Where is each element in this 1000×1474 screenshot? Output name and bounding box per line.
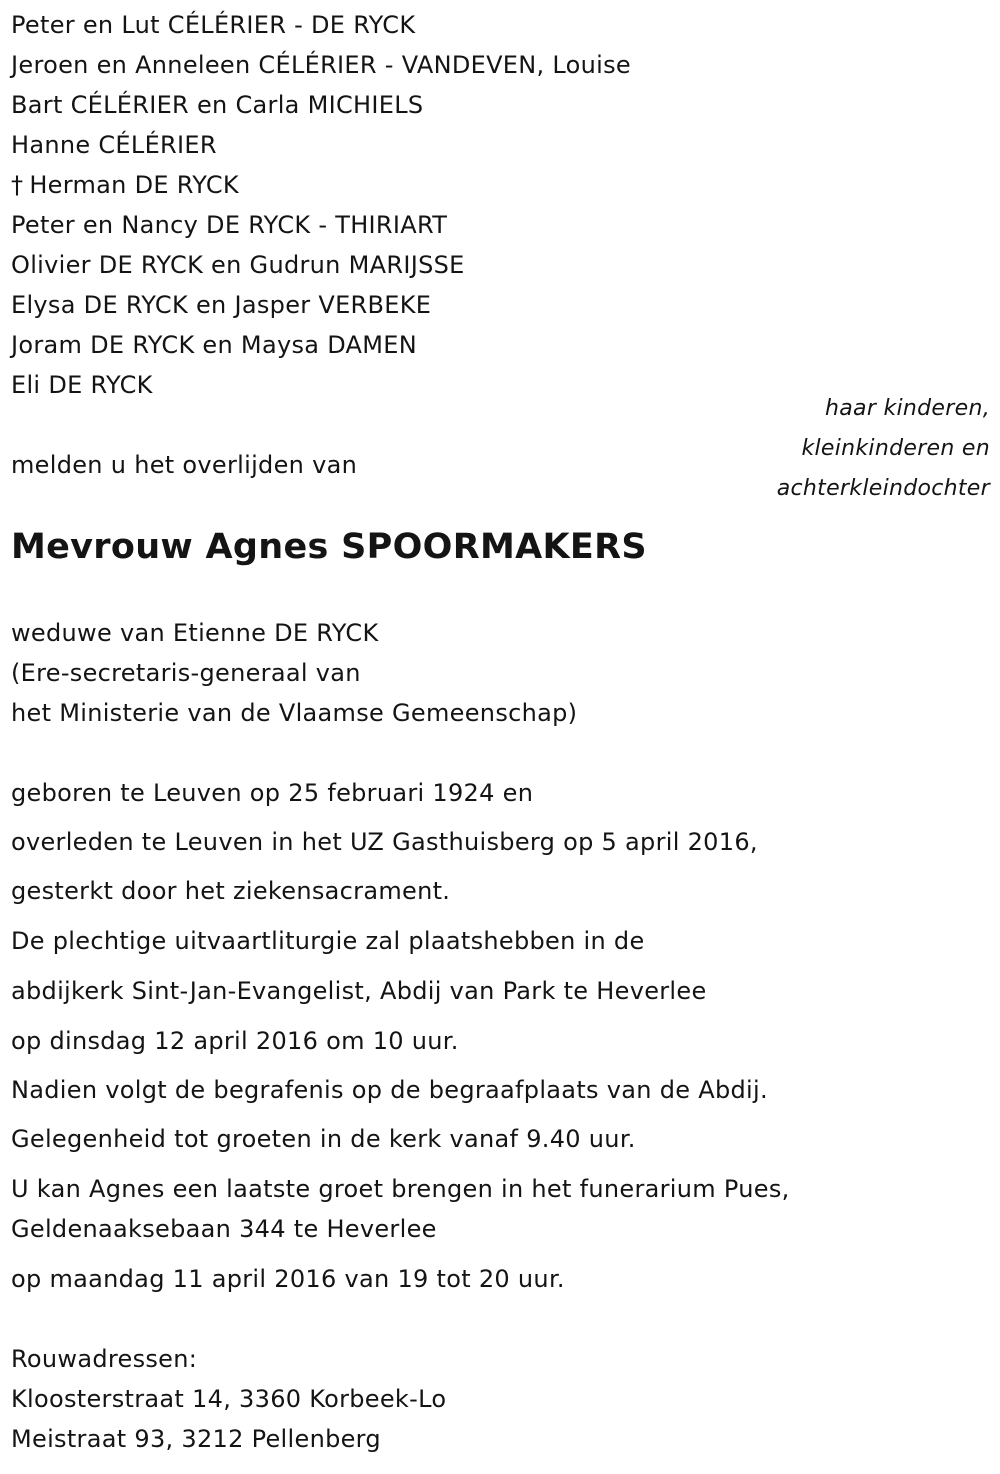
relation-line: kleinkinderen en — [801, 436, 990, 461]
detail-line: overleden te Leuven in het UZ Gasthuisberg op 5 april 2016, — [11, 828, 758, 856]
family-line: Peter en Lut CÉLÉRIER - DE RYCK — [11, 11, 416, 39]
addresses-label: Rouwadressen: — [11, 1345, 198, 1373]
family-name: Herman DE RYCK — [29, 171, 239, 199]
family-line: Bart CÉLÉRIER en Carla MICHIELS — [11, 91, 424, 119]
family-line: Peter en Nancy DE RYCK - THIRIART — [11, 211, 448, 239]
cross-icon: † — [11, 171, 24, 199]
detail-line: De plechtige uitvaartliturgie zal plaatshebben in de — [11, 927, 645, 955]
detail-line: abdijkerk Sint-Jan-Evangelist, Abdij van Park te Heverlee — [11, 977, 707, 1005]
detail-line: Nadien volgt de begrafenis op de begraafplaats van de Abdij. — [11, 1076, 768, 1104]
family-line-deceased — [11, 170, 239, 200]
detail-line: op dinsdag 12 april 2016 om 10 uur. — [11, 1027, 459, 1055]
relation-line: haar kinderen, — [825, 396, 990, 421]
family-line: Elysa DE RYCK en Jasper VERBEKE — [11, 291, 432, 319]
family-line: Eli DE RYCK — [11, 371, 153, 399]
widow-line: weduwe van Etienne DE RYCK — [11, 619, 379, 647]
widow-line: het Ministerie van de Vlaamse Gemeenschap) — [11, 699, 578, 727]
detail-line: geboren te Leuven op 25 februari 1924 en — [11, 779, 534, 807]
deceased-name: Mevrouw Agnes SPOORMAKERS — [11, 527, 647, 567]
detail-line: op maandag 11 april 2016 van 19 tot 20 uur. — [11, 1265, 565, 1293]
address-line: Kloosterstraat 14, 3360 Korbeek-Lo — [11, 1385, 447, 1413]
relation-line: achterkleindochter — [776, 476, 990, 501]
detail-line: gesterkt door het ziekensacrament. — [11, 877, 451, 905]
announce-text: melden u het overlijden van — [11, 451, 358, 479]
family-line: Olivier DE RYCK en Gudrun MARIJSSE — [11, 251, 465, 279]
detail-line: Gelegenheid tot groeten in de kerk vanaf 9.40 uur. — [11, 1125, 636, 1153]
detail-line: Geldenaaksebaan 344 te Heverlee — [11, 1215, 437, 1243]
detail-line: U kan Agnes een laatste groet brengen in het funerarium Pues, — [11, 1175, 790, 1203]
widow-line: (Ere-secretaris-generaal van — [11, 659, 361, 687]
family-line: Joram DE RYCK en Maysa DAMEN — [11, 331, 417, 359]
family-line: Jeroen en Anneleen CÉLÉRIER - VANDEVEN, Louise — [11, 51, 631, 79]
family-line: Hanne CÉLÉRIER — [11, 131, 217, 159]
address-line: Meistraat 93, 3212 Pellenberg — [11, 1425, 381, 1453]
